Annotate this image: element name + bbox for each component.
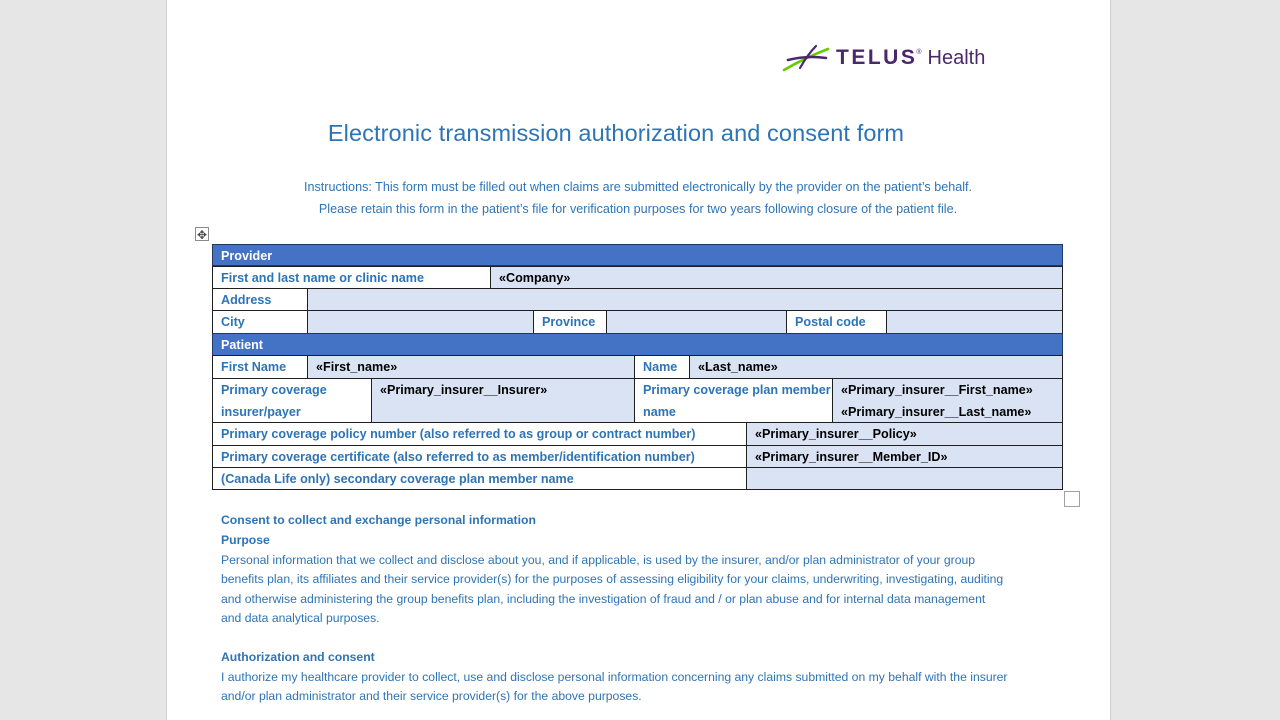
province-label: Province <box>533 310 607 334</box>
city-field[interactable] <box>307 310 534 334</box>
primary-insurer-label: Primary coverage insurer/payer <box>212 378 372 423</box>
purpose-line-1: Personal information that we collect and disclose about you, and if applicable, is used by the insurer, and/or plan administrator of your group <box>221 553 976 567</box>
purpose-heading: Purpose <box>221 533 270 547</box>
logo-trademark: ® <box>916 49 922 56</box>
city-label: City <box>212 310 308 334</box>
purpose-line-4: and data analytical purposes. <box>221 611 380 625</box>
member-first-name-value: «Primary_insurer__First_name» <box>841 383 1033 397</box>
certificate-number-label: Primary coverage certificate (also referred to as member/identification number) <box>212 445 747 468</box>
provider-header: Provider <box>212 244 1063 266</box>
member-name-field[interactable] <box>832 378 1063 423</box>
postal-code-label: Postal code <box>786 310 887 334</box>
consent-heading: Consent to collect and exchange personal information <box>221 513 536 527</box>
member-last-name-value: «Primary_insurer__Last_name» <box>841 405 1032 419</box>
telus-leaf-icon <box>782 43 830 73</box>
table-move-handle-icon[interactable]: ✥ <box>196 228 208 242</box>
logo-brand-text: TELUS <box>836 46 918 69</box>
instructions-line-2: Please retain this form in the patient’s file for verification purposes for two years following closure of the patient file. <box>318 202 958 216</box>
authorization-line-1: I authorize my healthcare provider to collect, use and disclose personal information concerning any claims submitted on my behalf with the insurer <box>221 670 1008 684</box>
telus-health-logo <box>782 42 985 74</box>
provider-name-field[interactable]: «Company» <box>490 266 1063 289</box>
primary-insurer-field[interactable]: «Primary_insurer__Insurer» <box>371 378 635 423</box>
purpose-line-3: and otherwise administering the group benefits plan, including the investigation of fraud and / or plan abuse and for internal data management <box>221 592 986 606</box>
authorization-heading: Authorization and consent <box>221 650 375 664</box>
policy-number-label: Primary coverage policy number (also referred to as group or contract number) <box>212 422 747 446</box>
policy-number-field[interactable]: «Primary_insurer__Policy» <box>746 422 1063 446</box>
province-field[interactable] <box>606 310 787 334</box>
table-resize-handle[interactable] <box>1064 491 1080 507</box>
authorization-line-2: and/or plan administrator and their service provider(s) for the above purposes. <box>221 689 642 703</box>
last-name-field[interactable]: «Last_name» <box>689 355 1063 379</box>
secondary-member-field[interactable] <box>746 467 1063 490</box>
form-title: Electronic transmission authorization and consent form <box>327 120 905 146</box>
secondary-member-label: (Canada Life only) secondary coverage plan member name <box>212 467 747 490</box>
first-name-field[interactable]: «First_name» <box>307 355 635 379</box>
address-field[interactable] <box>307 288 1063 311</box>
patient-header: Patient <box>212 333 1063 356</box>
instructions-line-1: Instructions: This form must be filled out when claims are submitted electronically by the provider on the patient’s behalf. <box>303 180 973 194</box>
member-name-label: Primary coverage plan member name <box>634 378 833 423</box>
address-label: Address <box>212 288 308 311</box>
purpose-line-2: benefits plan, its affiliates and their service provider(s) for the purposes of assessing eligibility for your claims, underwriting, investigating, auditing <box>221 572 1004 586</box>
last-name-label: Name <box>634 355 690 379</box>
logo-product-text: Health <box>927 46 986 69</box>
first-name-label: First Name <box>212 355 308 379</box>
postal-code-field[interactable] <box>886 310 1063 334</box>
certificate-number-field[interactable]: «Primary_insurer__Member_ID» <box>746 445 1063 468</box>
provider-name-label: First and last name or clinic name <box>212 266 491 289</box>
